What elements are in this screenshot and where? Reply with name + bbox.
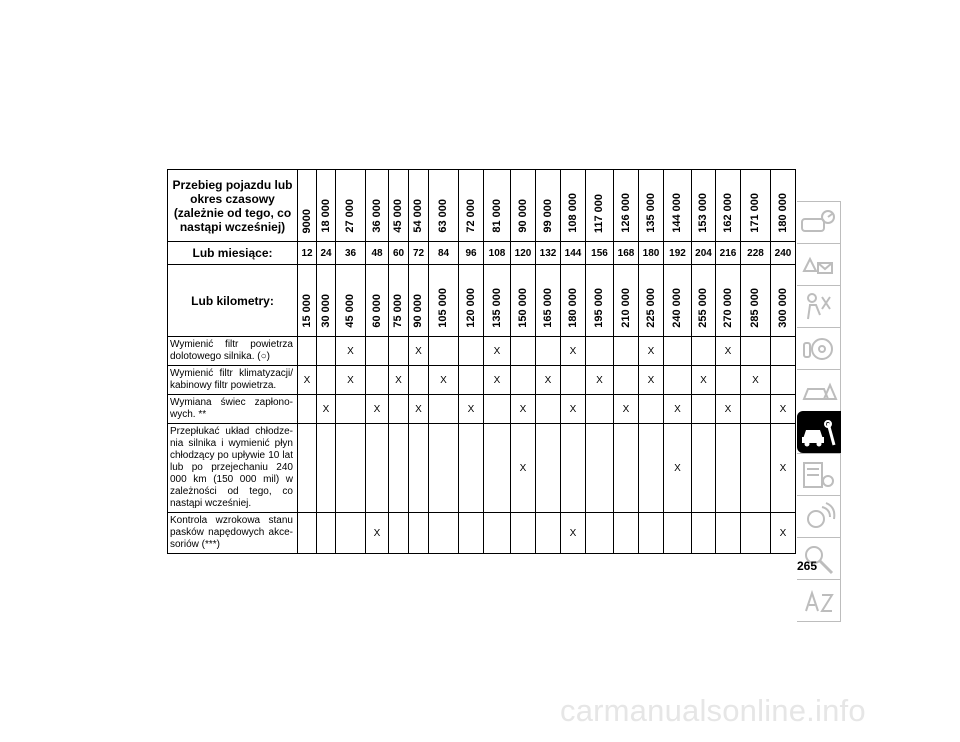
service-mark: [459, 513, 484, 554]
kilometer-cell: [586, 265, 614, 337]
kilometer-cell: [429, 265, 459, 337]
service-mark: [664, 366, 692, 395]
kilometer-value: 225 000: [644, 288, 657, 328]
tab-multimedia[interactable]: [797, 495, 841, 537]
kilometer-cell: [484, 265, 511, 337]
table-row: [168, 513, 796, 554]
month-value: 156: [586, 242, 614, 265]
table-row: [168, 424, 796, 513]
service-mark: X: [586, 366, 614, 395]
service-mark: [511, 513, 536, 554]
service-mark: X: [561, 337, 586, 366]
service-mark: [484, 395, 511, 424]
service-mark: [536, 337, 561, 366]
service-mark: [389, 424, 409, 513]
kilometer-value: 135 000: [490, 288, 503, 328]
mileage-cell: [409, 170, 429, 242]
service-mark: X: [409, 395, 429, 424]
service-mark: X: [429, 366, 459, 395]
kilometer-value: 240 000: [671, 288, 683, 328]
month-value: 216: [716, 242, 741, 265]
dashboard-gauge-icon: [800, 205, 838, 241]
kilometer-cell: [716, 265, 741, 337]
kilometer-value: 180 000: [566, 288, 579, 328]
kilometer-value: 30 000: [319, 294, 332, 328]
service-mark: [716, 424, 741, 513]
month-value: 180: [639, 242, 664, 265]
kilometer-cell: [366, 265, 389, 337]
service-mark: [459, 337, 484, 366]
service-mark: [771, 337, 796, 366]
mileage-cell: [317, 170, 336, 242]
service-mark: [336, 513, 366, 554]
kilometer-value: 45 000: [344, 294, 356, 328]
kilometer-value: 15 000: [300, 294, 313, 328]
service-mark: [741, 337, 771, 366]
kilometer-value: 210 000: [619, 288, 632, 328]
service-mark: [639, 424, 664, 513]
mileage-value: 36 000: [370, 199, 383, 233]
service-mark: [317, 366, 336, 395]
service-mark: [664, 513, 692, 554]
service-mark: [409, 424, 429, 513]
service-mark: [336, 395, 366, 424]
service-mark: X: [484, 366, 511, 395]
month-value: 228: [741, 242, 771, 265]
mileage-header-row: [168, 170, 796, 242]
service-mark: [429, 395, 459, 424]
mileage-cell: [614, 170, 639, 242]
mileage-value: 171 000: [749, 193, 761, 233]
kilometers-header-row: [168, 265, 796, 337]
months-header-row: [168, 242, 796, 265]
service-mark: X: [741, 366, 771, 395]
service-mark: [536, 513, 561, 554]
service-mark: [741, 424, 771, 513]
service-mark: X: [511, 395, 536, 424]
service-mark: X: [561, 513, 586, 554]
mileage-cell: [741, 170, 771, 242]
service-mark: [586, 337, 614, 366]
service-mark: [664, 337, 692, 366]
task-label: Wymiana świec zapłono- wych. **: [168, 395, 298, 424]
kilometer-value: 105 000: [437, 288, 449, 328]
kilometer-value: 150 000: [516, 288, 529, 328]
month-value: 192: [664, 242, 692, 265]
service-mark: [561, 366, 586, 395]
service-mark: X: [317, 395, 336, 424]
month-value: 48: [366, 242, 389, 265]
kilometer-cell: [771, 265, 796, 337]
multimedia-icon: [800, 499, 838, 535]
roadside-emergency-icon: [800, 373, 838, 409]
service-mark: X: [561, 395, 586, 424]
service-mark: X: [771, 395, 796, 424]
mileage-value: 99 000: [541, 199, 554, 233]
tab-safety[interactable]: [797, 285, 841, 327]
mileage-value: 45 000: [392, 199, 404, 233]
service-mark: [771, 366, 796, 395]
service-mark: [511, 366, 536, 395]
month-value: 132: [536, 242, 561, 265]
maintenance-schedule-table: [167, 169, 796, 554]
service-mark: X: [511, 424, 536, 513]
tab-roadside-emergency[interactable]: [797, 369, 841, 411]
month-value: 24: [317, 242, 336, 265]
service-mark: [586, 395, 614, 424]
service-mark: [389, 337, 409, 366]
kilometer-cell: [536, 265, 561, 337]
mileage-value: 54 000: [412, 199, 424, 233]
mileage-value: 180 000: [776, 193, 789, 233]
service-mark: [298, 424, 317, 513]
kilometer-cell: [664, 265, 692, 337]
kilometer-cell: [409, 265, 429, 337]
service-mark: [614, 513, 639, 554]
service-mark: [716, 513, 741, 554]
mileage-value: 18 000: [319, 199, 332, 233]
service-mark: X: [298, 366, 317, 395]
tab-dashboard[interactable]: [797, 201, 841, 243]
service-mark: [716, 366, 741, 395]
mileage-cell: [459, 170, 484, 242]
service-mark: [409, 513, 429, 554]
service-mark: X: [409, 337, 429, 366]
service-mark: X: [639, 337, 664, 366]
kilometer-value: 300 000: [776, 288, 789, 328]
service-mark: X: [484, 337, 511, 366]
service-maintenance-icon: [800, 415, 838, 451]
service-mark: [586, 424, 614, 513]
mileage-cell: [429, 170, 459, 242]
kilometer-cell: [614, 265, 639, 337]
kilometer-value: 270 000: [721, 288, 734, 328]
service-mark: [692, 337, 716, 366]
month-value: 168: [614, 242, 639, 265]
schedule-body: [168, 337, 796, 554]
tab-specifications[interactable]: [797, 453, 841, 495]
starting-driving-icon: [800, 331, 838, 367]
kilometer-cell: [692, 265, 716, 337]
mileage-value: 108 000: [566, 193, 579, 233]
safety-airbag-icon: [800, 289, 838, 325]
mileage-value: 153 000: [697, 193, 709, 233]
service-mark: [366, 337, 389, 366]
service-mark: [741, 395, 771, 424]
service-mark: [429, 337, 459, 366]
mileage-value: 144 000: [671, 193, 683, 233]
service-mark: [586, 513, 614, 554]
service-mark: [692, 424, 716, 513]
mileage-cell: [692, 170, 716, 242]
service-mark: X: [366, 513, 389, 554]
warning-lights-icon: [800, 247, 838, 283]
specifications-icon: [800, 457, 838, 493]
kilometer-cell: [511, 265, 536, 337]
mileage-cell: [389, 170, 409, 242]
mileage-cell: [298, 170, 317, 242]
month-value: 60: [389, 242, 409, 265]
service-mark: X: [336, 337, 366, 366]
service-mark: [614, 366, 639, 395]
mileage-cell: [561, 170, 586, 242]
mileage-value: 72 000: [464, 199, 477, 233]
service-mark: [459, 424, 484, 513]
task-label: Wymienić filtr powietrza dolotowego silnika. (○): [168, 337, 298, 366]
service-mark: X: [771, 424, 796, 513]
service-mark: [366, 424, 389, 513]
service-mark: [692, 513, 716, 554]
service-mark: [298, 513, 317, 554]
mileage-cell: [771, 170, 796, 242]
service-mark: X: [336, 366, 366, 395]
kilometer-value: 75 000: [392, 294, 404, 328]
service-mark: [336, 424, 366, 513]
kilometers-header: Lub kilometry:: [168, 265, 298, 337]
mileage-cell: [639, 170, 664, 242]
month-value: 108: [484, 242, 511, 265]
service-mark: [459, 366, 484, 395]
service-mark: [536, 424, 561, 513]
tab-starting-driving[interactable]: [797, 327, 841, 369]
kilometer-cell: [459, 265, 484, 337]
tab-warning-lights[interactable]: [797, 243, 841, 285]
kilometer-cell: [317, 265, 336, 337]
kilometer-value: 165 000: [541, 288, 554, 328]
service-mark: X: [716, 395, 741, 424]
service-mark: [429, 424, 459, 513]
tab-service-maintenance[interactable]: [797, 411, 841, 453]
service-mark: [317, 337, 336, 366]
kilometer-value: 285 000: [749, 288, 761, 328]
service-mark: [429, 513, 459, 554]
service-mark: [298, 337, 317, 366]
service-mark: X: [536, 366, 561, 395]
kilometer-value: 120 000: [464, 288, 477, 328]
month-value: 96: [459, 242, 484, 265]
month-value: 84: [429, 242, 459, 265]
task-label: Wymienić filtr klimatyzacji/ kabinowy filtr powietrza.: [168, 366, 298, 395]
time-interval-header: Przebieg pojazdu lub okres czasowy (zależnie od tego, co nastąpi wcześniej): [168, 170, 298, 242]
mileage-cell: [536, 170, 561, 242]
service-mark: [366, 366, 389, 395]
task-label: Przepłukać układ chłodze- nia silnika i wymienić płyn chłodzący po upływie 10 lat lub po przejechaniu 240 000 km (150 000 mil) w zależności od tego, co nastąpi wcześniej.: [168, 424, 298, 513]
service-mark: X: [664, 395, 692, 424]
mileage-value: 81 000: [490, 199, 503, 233]
mileage-cell: [484, 170, 511, 242]
service-mark: [536, 395, 561, 424]
tab-index[interactable]: [797, 579, 841, 621]
mileage-cell: [716, 170, 741, 242]
service-mark: [511, 337, 536, 366]
mileage-value: 27 000: [344, 199, 356, 233]
month-value: 240: [771, 242, 796, 265]
table-row: [168, 366, 796, 395]
tabs-bottom-edge: [797, 621, 841, 628]
index-letters-icon: [800, 583, 838, 619]
task-label: Kontrola wzrokowa stanu pasków napędowych akce- soriów (***): [168, 513, 298, 554]
service-mark: [741, 513, 771, 554]
service-mark: X: [389, 366, 409, 395]
mileage-cell: [511, 170, 536, 242]
service-mark: X: [716, 337, 741, 366]
mileage-value: 135 000: [644, 193, 657, 233]
service-mark: [614, 337, 639, 366]
table-row: [168, 395, 796, 424]
kilometer-value: 195 000: [593, 288, 605, 328]
service-mark: X: [639, 366, 664, 395]
service-mark: [484, 424, 511, 513]
mileage-value: 117 000: [593, 193, 605, 233]
kilometer-cell: [336, 265, 366, 337]
kilometer-value: 90 000: [412, 294, 424, 328]
kilometer-cell: [741, 265, 771, 337]
table-row: [168, 337, 796, 366]
service-mark: [561, 424, 586, 513]
service-mark: [639, 513, 664, 554]
service-mark: [317, 424, 336, 513]
mileage-cell: [586, 170, 614, 242]
month-value: 144: [561, 242, 586, 265]
month-value: 12: [298, 242, 317, 265]
service-mark: [317, 513, 336, 554]
service-mark: [692, 395, 716, 424]
month-value: 72: [409, 242, 429, 265]
month-value: 204: [692, 242, 716, 265]
kilometer-value: 255 000: [697, 288, 709, 328]
month-value: 120: [511, 242, 536, 265]
mileage-value: 9000: [300, 208, 313, 233]
service-mark: [389, 513, 409, 554]
watermark: carmanualsonline.info: [560, 693, 866, 728]
mileage-value: 162 000: [721, 193, 734, 233]
service-mark: [484, 513, 511, 554]
months-header: Lub miesiące:: [168, 242, 298, 265]
kilometer-cell: [561, 265, 586, 337]
mileage-cell: [664, 170, 692, 242]
service-mark: X: [771, 513, 796, 554]
kilometer-cell: [389, 265, 409, 337]
mileage-value: 126 000: [619, 193, 632, 233]
service-mark: X: [459, 395, 484, 424]
kilometer-cell: [298, 265, 317, 337]
service-mark: X: [664, 424, 692, 513]
service-mark: X: [614, 395, 639, 424]
service-mark: [614, 424, 639, 513]
mileage-cell: [366, 170, 389, 242]
mileage-value: 90 000: [516, 199, 529, 233]
service-mark: [639, 395, 664, 424]
month-value: 36: [336, 242, 366, 265]
service-mark: [298, 395, 317, 424]
service-mark: [389, 395, 409, 424]
kilometer-cell: [639, 265, 664, 337]
service-mark: X: [692, 366, 716, 395]
mileage-value: 63 000: [437, 199, 449, 233]
service-mark: X: [366, 395, 389, 424]
service-mark: [409, 366, 429, 395]
page-number: 265: [797, 559, 818, 573]
mileage-cell: [336, 170, 366, 242]
kilometer-value: 60 000: [370, 294, 383, 328]
